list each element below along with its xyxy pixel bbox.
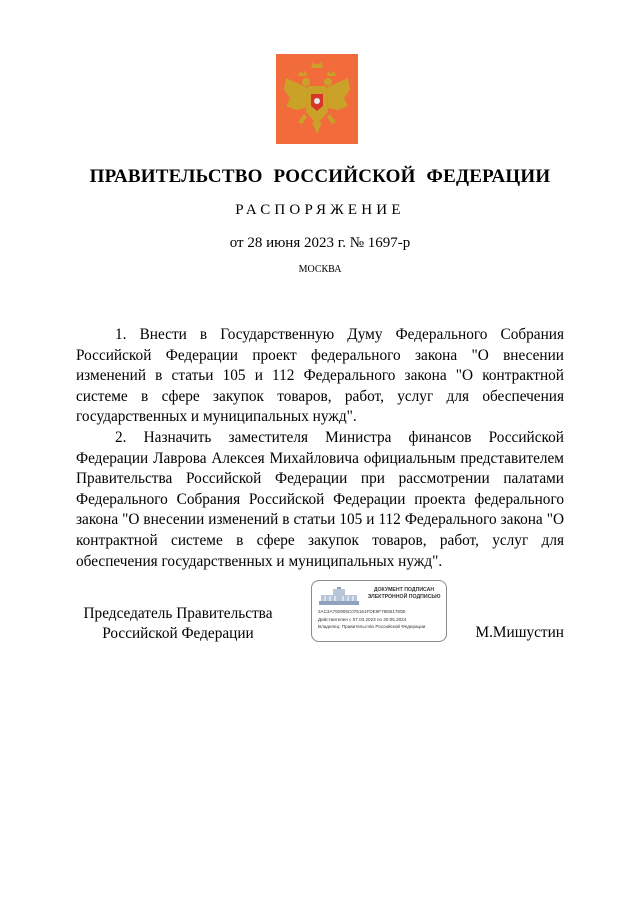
city: МОСКВА (298, 264, 342, 275)
signatory-name: М.Мишустин (475, 624, 564, 641)
document-type: РАСПОРЯЖЕНИЕ (235, 202, 405, 218)
stamp-header (364, 587, 444, 601)
government-building-icon (319, 587, 359, 605)
electronic-signature-stamp (311, 580, 447, 642)
paragraph-1: 1. Внести в Государственную Думу Федерального Собрания Российской Федерации проект федерального закона "О внесении изменений в статьи 105 и 112 Федерального закона "О контрактной системе в сфере закупок товаров, работ, услуг для обеспечения государственных и муниципальных нужд". (76, 326, 564, 426)
position-line-2: Российской Федерации (102, 625, 254, 642)
date-and-number: от 28 июня 2023 г. № 1697-р (229, 235, 411, 251)
certificate-owner: Владелец: Правительство Российской Федерации (318, 624, 426, 629)
certificate-id: 2AC3A792905C07616​1FDE9F78EB1780E (318, 609, 406, 614)
paragraph-2: 2. Назначить заместителя Министра финансов Российской Федерации Лаврова Алексея Михайловича официальным представителем Правительства Российской Федерации при рассмотрении палатами Федерального Собрания Российской Федерации проекта федерального закона "О внесении изменений в статьи 105 и 112 Федерального закона "О контрактной системе в сфере закупок товаров, работ, услуг для обеспечения государственных и муниципальных нужд". (76, 428, 564, 570)
stamp-header-line-2: ЭЛЕКТРОННОЙ ПОДПИСЬЮ (367, 594, 441, 600)
stamp-header-line-1: ДОКУМЕНТ ПОДПИСАН (373, 587, 435, 593)
position-line-1: Председатель Правительства (83, 605, 273, 622)
signatory-position (78, 604, 278, 644)
coat-of-arms-emblem (276, 54, 358, 144)
certificate-validity: Действителен с 07.03.2023 по 30.05.2024 (318, 617, 407, 622)
order-body (76, 325, 564, 572)
government-title: ПРАВИТЕЛЬСТВО РОССИЙСКОЙ ФЕДЕРАЦИИ (89, 166, 551, 187)
